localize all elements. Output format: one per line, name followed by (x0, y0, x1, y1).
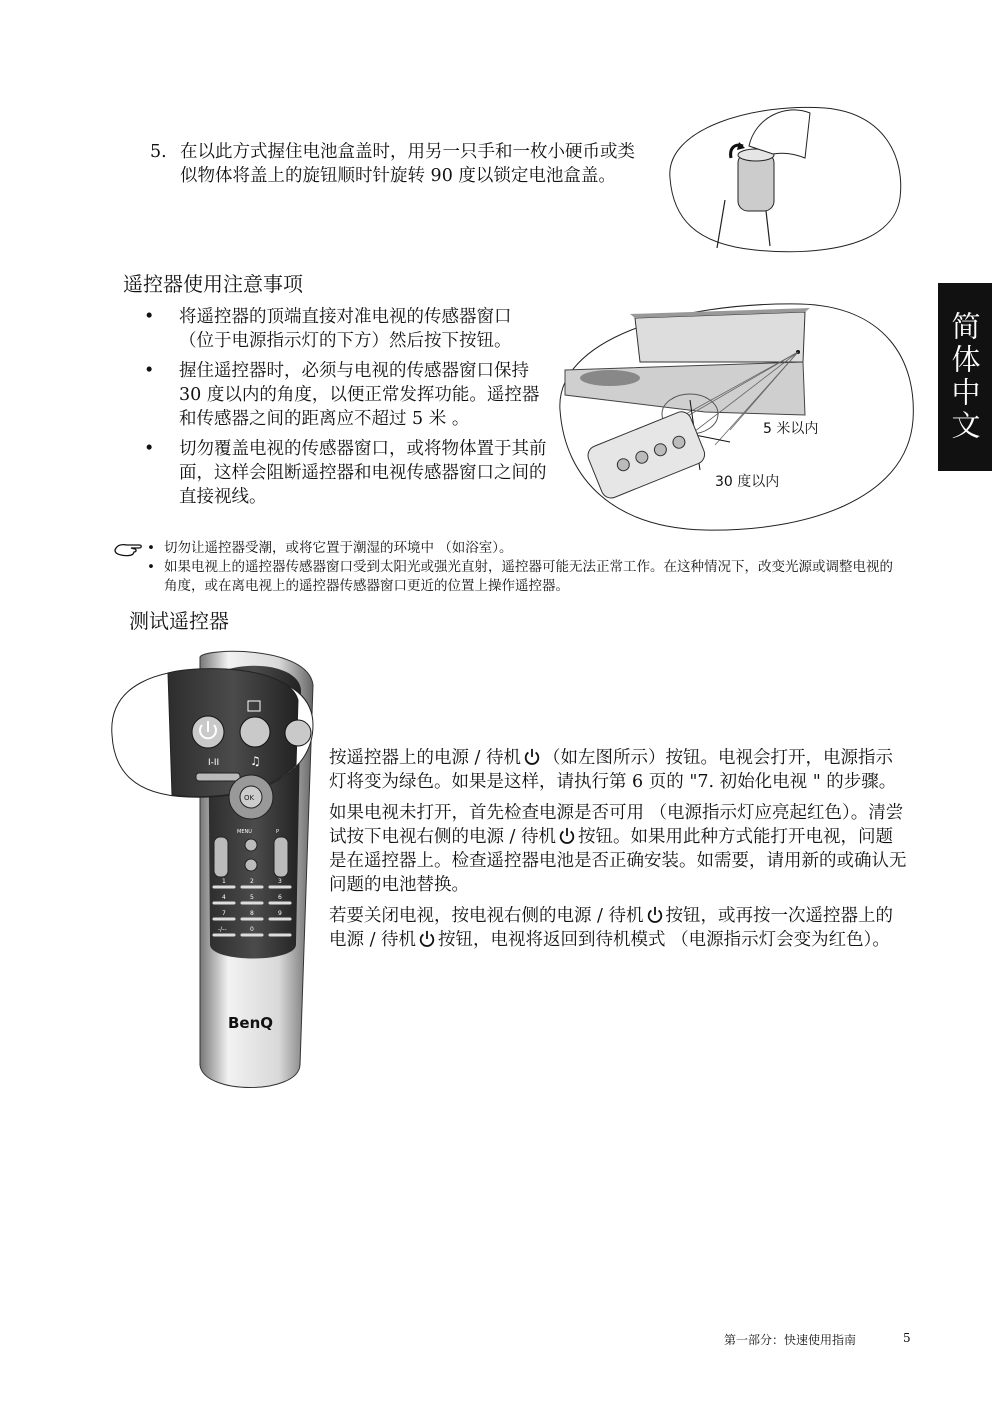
remote-key-6: 6 (278, 894, 282, 901)
remote-left-label: I-II (208, 758, 220, 768)
power-icon (523, 748, 541, 766)
remote-key-1: 1 (222, 878, 226, 885)
section-title-test-remote: 测试遥控器 (129, 609, 229, 633)
paragraph: 按遥控器上的电源 / 待机 （如左图所示）按钮。电视会打开，电源指示灯将变为绿色。如果是这样，请执行第 6 页的 "7. 初始化电视 " 的步骤。 (329, 748, 897, 792)
remote-key-dash: -/-- (218, 926, 227, 933)
paragraph: 如果电视未打开，首先检查电源是否可用 （电源指示灯应亮起红色）。清尝试按下电视右侧的电源 / 待机 按钮。如果用此种方式能打开电视，问题是在遥控器上。检查遥控器电池是否正确安装。如需要，请用新的或确认无问题的电池替换。 (329, 803, 907, 895)
battery-cover-illustration (655, 98, 905, 258)
language-side-tab: 简体中文 (938, 283, 992, 471)
ok-label: OK (244, 794, 255, 802)
remote-key-5: 5 (250, 894, 254, 901)
step-number: 5. (150, 142, 167, 162)
remote-control-illustration (108, 645, 328, 1095)
remote-key-8: 8 (250, 910, 254, 917)
notes-list (117, 539, 897, 596)
page-number: 5 (903, 1331, 911, 1345)
list-item: • 切勿覆盖电视的传感器窗口，或将物体置于其前面，这样会阻断遥控器和电视传感器窗口之间的直接视线。 (144, 439, 547, 507)
section-title-remote-notes: 遥控器使用注意事项 (123, 272, 303, 296)
list-item: • 将遥控器的顶端直接对准电视的传感器窗口 （位于电源指示灯的下方）然后按下按钮。 (144, 307, 512, 351)
tv-sensor-illustration (555, 300, 920, 535)
power-icon (646, 906, 664, 924)
remote-key-7: 7 (222, 910, 226, 917)
svg-text:♫: ♫ (250, 754, 261, 768)
remote-notes-list (142, 305, 547, 515)
remote-key-2: 2 (250, 878, 254, 885)
p-label: P (276, 829, 280, 835)
remote-key-4: 4 (222, 894, 226, 901)
list-item: • 如果电视上的遥控器传感器窗口受到太阳光或强光直射，遥控器可能无法正常工作。在这种情况下，改变光源或调整电视的角度，或在离电视上的遥控器传感器窗口更近的位置上操作遥控器。 (147, 559, 893, 594)
remote-brand-logo: BenQ (228, 1014, 274, 1032)
power-icon (558, 827, 576, 845)
remote-key-3: 3 (278, 878, 282, 885)
list-item: • 切勿让遥控器受潮，或将它置于潮湿的环境中 （如浴室）。 (147, 540, 513, 556)
remote-key-9: 9 (278, 910, 282, 917)
menu-label: MENU (237, 829, 252, 835)
paragraph: 若要关闭电视，按电视右侧的电源 / 待机 按钮，或再按一次遥控器上的电源 / 待机 按钮，电视将返回到待机模式 （电源指示灯会变为红色）。 (329, 906, 894, 950)
remote-key-0: 0 (250, 926, 254, 933)
footer-section-label: 第一部分：快速使用指南 (724, 1333, 857, 1347)
power-icon (418, 930, 436, 948)
angle-label: 30 度以内 (715, 474, 780, 490)
step-text: 在以此方式握住电池盒盖时，用另一只手和一枚小硬币或类似物体将盖上的旋钮顺时针旋转 90 度以锁定电池盒盖。 (180, 142, 635, 186)
test-remote-text (329, 746, 909, 959)
list-item: • 握住遥控器时，必须与电视的传感器窗口保持 30 度以内的角度，以便正常发挥功能。遥控器和传感器之间的距离应不超过 5 米 。 (144, 361, 540, 429)
distance-label: 5 米以内 (763, 421, 819, 437)
